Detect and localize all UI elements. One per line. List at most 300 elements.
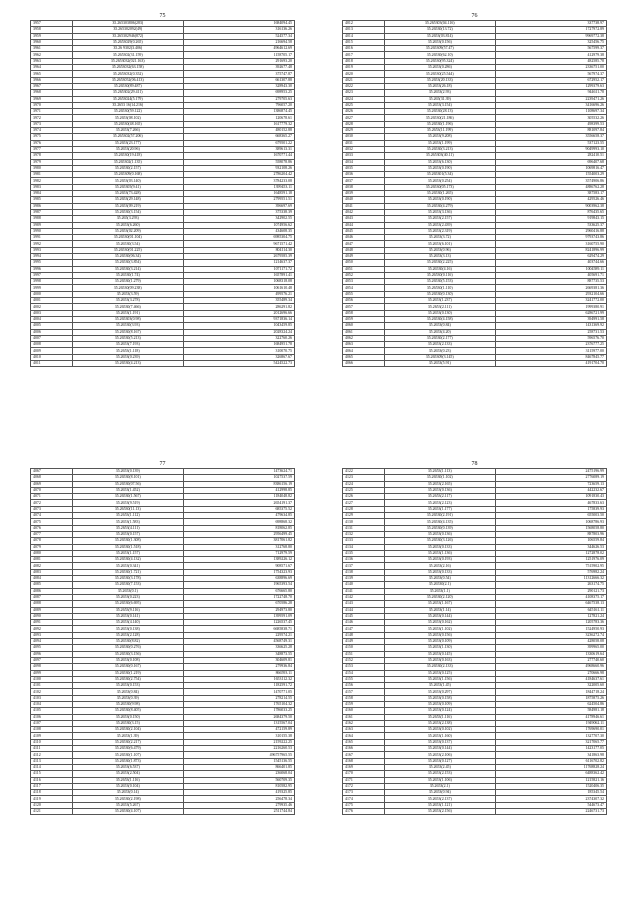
row-value: 876435.65 [495,209,606,215]
row-id: 4127 [343,500,385,506]
row-coordinate: 35.26530(1.279) [72,279,183,285]
row-id: 4149 [343,639,385,645]
row-id: 3958 [31,27,73,33]
row-coordinate: 35.26530(1.265) [384,191,495,197]
row-coordinate: 35.2653(0.130) [384,310,495,316]
row-value: 866401.85 [183,764,294,770]
row-coordinate: 35.2653(1.116) [72,777,183,783]
row-value: 2376777.25 [495,342,606,348]
row-coordinate: 35.26530(1.518) [72,544,183,550]
row-id: 4017 [343,52,385,58]
row-coordinate: 35.26530(8.167) [72,329,183,335]
row-value: 524577.34 [183,33,294,39]
row-id: 4067 [31,469,73,475]
row-coordinate: 35.26530(95.324) [384,58,495,64]
row-id: 4021 [343,77,385,83]
table-row [343,809,607,815]
row-value: 919843.15 [495,216,606,222]
row-value: 9671571.42 [183,241,294,247]
row-coordinate: 35.2653(6.537) [72,764,183,770]
row-coordinate: 35.26530(01.225) [72,247,183,253]
row-value: 286291.82 [183,304,294,310]
row-coordinate: 35.2653(1.136) [384,550,495,556]
row-value: 496757965.55 [183,752,294,758]
row-value: 120678.61 [183,115,294,121]
row-id: 4013 [343,27,385,33]
row-value: 9969772.38 [495,33,606,39]
row-coordinate: 35.2653(2.165) [384,481,495,487]
row-coordinate: 35.26530(2.225) [384,260,495,266]
row-coordinate: 35.26530(48.165) [72,121,183,127]
row-id: 4047 [343,241,385,247]
row-value: 1684094.45 [183,21,294,27]
row-value: 1205783.36 [495,620,606,626]
row-value: 387583.17 [495,191,606,197]
row-coordinate: 35.265302946(872) [72,33,183,39]
row-id: 4034 [343,159,385,165]
row-id: 4171 [343,777,385,783]
row-value: 1722748.70 [183,594,294,600]
row-id: 4172 [343,783,385,789]
row-value: 2159222.25 [183,739,294,745]
row-coordinate: 35.26530(2.133) [384,664,495,670]
row-value: 472159.89 [183,727,294,733]
row-id: 4102 [31,689,73,695]
row-id: 4131 [343,525,385,531]
row-id: 4170 [343,771,385,777]
row-coordinate: 35.2653(2.153) [384,771,495,777]
row-id: 4027 [343,115,385,121]
row-coordinate: 35.2653(3.136) [384,209,495,215]
row-id: 4065 [343,354,385,360]
row-id: 4072 [31,500,73,506]
row-value: 2932104.66 [495,291,606,297]
row-value: 5424522.73 [183,361,294,367]
row-id: 3973 [31,121,73,127]
row-id: 3985 [31,197,73,203]
row-id: 4166 [343,746,385,752]
row-value: 1069816.47 [495,165,606,171]
row-coordinate: 35.26530(06.34) [72,253,183,259]
row-value: 1470771.05 [183,689,294,695]
row-id: 4159 [343,701,385,707]
row-coordinate: 35.2653(0.162) [384,620,495,626]
row-id: 4059 [343,316,385,322]
row-value: 304609.81 [183,657,294,663]
row-coordinate: 35.26530(19.418) [72,153,183,159]
row-id: 3979 [31,159,73,165]
row-id: 4035 [343,165,385,171]
row-value: 344626.53 [495,544,606,550]
page-number: 76 [471,13,478,19]
row-id: 4145 [343,613,385,619]
row-id: 3972 [31,115,73,121]
row-id: 4105 [31,708,73,714]
row-id: 4061 [343,329,385,335]
row-value: 881097.84 [495,128,606,134]
row-coordinate: 35.2653(4.20) [384,329,495,335]
row-id: 3990 [31,228,73,234]
row-coordinate: 35.2653(1.237) [384,298,495,304]
row-value: 3241772.00 [495,298,606,304]
row-coordinate: 35.2653029(0.265) [72,39,183,45]
row-coordinate: 35.2653(0.138) [72,626,183,632]
row-id: 4129 [343,513,385,519]
row-id: 4024 [343,96,385,102]
row-id: 4032 [343,146,385,152]
row-coordinate: 35.2653(1.160) [384,733,495,739]
row-id: 3964 [31,65,73,71]
row-coordinate: 35.2653(0.127) [384,758,495,764]
row-value: 6488362.42 [495,771,606,777]
row-value: 1554003.29 [495,172,606,178]
row-value: 4191704.70 [495,361,606,367]
row-value: 1330619.64 [495,651,606,657]
row-id: 4114 [31,764,73,770]
row-id: 4134 [343,544,385,550]
row-value: 544673.47 [495,802,606,808]
row-id: 4031 [343,140,385,146]
row-value: 796057.20 [183,102,294,108]
row-coordinate: 35.2653(3.72) [384,235,495,241]
row-id: 3971 [31,109,73,115]
row-id: 4128 [343,506,385,512]
row-id: 4132 [343,531,385,537]
row-id: 4043 [343,216,385,222]
row-value: 291693.20 [183,58,294,64]
row-value: 1657891.41 [183,272,294,278]
row-id: 4136 [343,557,385,563]
row-coordinate: 35.2653(03.814) [384,33,495,39]
row-coordinate: 35.2653(1.452) [72,487,183,493]
row-id: 3998 [31,279,73,285]
row-id: 4164 [343,733,385,739]
row-coordinate: 35.2653(2.93) [384,90,495,96]
row-coordinate: 35.2653(0.125) [384,670,495,676]
row-value: 1226537.45 [183,620,294,626]
row-value: 278214.55 [183,695,294,701]
row-coordinate: 35.2653(1.102) [384,626,495,632]
row-id: 4150 [343,645,385,651]
row-value: 467833.63 [495,500,606,506]
row-value: 2028324.24 [183,329,294,335]
row-value: 3160755.90 [495,241,606,247]
row-value: 679501.22 [183,140,294,146]
row-coordinate: 35.2653(2.106) [384,752,495,758]
row-id: 4140 [343,582,385,588]
page-top-left [30,12,295,367]
row-id: 4117 [31,783,73,789]
row-value: 405691.71 [495,272,606,278]
row-coordinate: 35.2653(3.13) [384,253,495,259]
row-id: 4108 [31,727,73,733]
row-value: 6116702.82 [495,758,606,764]
row-value: 263174.75 [495,582,606,588]
row-id: 4115 [31,771,73,777]
row-coordinate: 35.2653(0.190) [384,197,495,203]
row-id: 4010 [31,354,73,360]
row-value: 4886762.28 [495,184,606,190]
row-coordinate: 35.2653(0.193) [384,557,495,563]
row-coordinate: 35.2653(9.208) [384,134,495,140]
row-value: 810582.95 [183,783,294,789]
row-coordinate: 35.2653(0.14) [72,790,183,796]
row-coordinate: 35.2653(1.199) [384,140,495,146]
row-coordinate: 35.2653(5.91) [384,361,495,367]
row-value: 389613.31 [183,146,294,152]
row-coordinate: 35.2653(1.167) [384,601,495,607]
row-id: 4000 [31,291,73,297]
row-coordinate: 35.26530(1.219) [72,670,183,676]
row-coordinate: 35.26530(2.198) [72,796,183,802]
row-id: 4099 [31,670,73,676]
row-coordinate: 35.2653(4.111) [72,525,183,531]
row-value: 2239471.26 [495,96,606,102]
row-value: 533625.37 [495,222,606,228]
row-value: 567599.37 [495,46,606,52]
row-value: 2511744.84 [183,809,294,815]
row-value: 537123.55 [495,140,606,146]
row-id: 3965 [31,71,73,77]
row-id: 4126 [343,494,385,500]
row-coordinate: 35.2653(0.144) [384,746,495,752]
table-row [31,809,295,815]
row-coordinate: 35.2653(03.140) [72,178,183,184]
row-id: 4029 [343,128,385,134]
row-id: 4096 [31,651,73,657]
row-value: 908571.67 [183,563,294,569]
row-id: 4081 [31,557,73,563]
row-id: 4005 [31,323,73,329]
row-id: 3969 [31,96,73,102]
row-id: 4079 [31,544,73,550]
row-coordinate: 35.2653(2.439) [384,222,495,228]
row-value: 1251976.09 [495,557,606,563]
row-coordinate: 35.2653(2.156) [384,809,495,815]
row-value: 1158705.17 [183,52,294,58]
row-coordinate: 35.26530(2.120) [384,594,495,600]
data-table [30,468,295,815]
row-id: 4174 [343,796,385,802]
row-value: 1423177.05 [495,746,606,752]
row-id: 4039 [343,191,385,197]
row-value: 322005.60 [495,683,606,689]
row-value: 1520406.35 [495,783,606,789]
row-id: 3983 [31,184,73,190]
row-id: 4022 [343,83,385,89]
row-coordinate: 35.26530(2.1) [384,582,495,588]
row-value: 216694.58 [183,39,294,45]
row-coordinate: 35.2653(0.145) [384,651,495,657]
row-value: 4964612.69 [183,46,294,52]
row-value: 672952.17 [495,77,606,83]
row-value: 2475196.99 [495,469,606,475]
row-id: 4056 [343,298,385,304]
row-id: 4084 [31,576,73,582]
row-coordinate: 35.2653(0.94) [384,790,495,796]
row-id: 4007 [31,335,73,341]
row-id: 4109 [31,733,73,739]
row-id: 4006 [31,329,73,335]
row-value: 1386874.45 [183,109,294,115]
row-coordinate: 35.2653(20.96) [72,146,183,152]
row-value: 11312666.32 [495,576,606,582]
row-id: 4154 [343,670,385,676]
row-value: 9003962.38 [495,203,606,209]
row-id: 4009 [31,348,73,354]
row-value: 1182591.72 [183,683,294,689]
row-id: 4113 [31,758,73,764]
row-id: 3989 [31,222,73,228]
row-id: 4014 [343,33,385,39]
row-id: 4118 [31,790,73,796]
row-value: 558078.86 [183,159,294,165]
row-value: 106559.84 [495,538,606,544]
row-id: 4135 [343,550,385,556]
row-value: 1727972.89 [495,27,606,33]
row-id: 4063 [343,342,385,348]
row-value: 279705.63 [183,96,294,102]
row-id: 4122 [343,469,385,475]
row-coordinate: 35.265303(04.116) [384,21,495,27]
row-value: 337738.97 [495,21,606,27]
row-coordinate: 35.26530(3.126) [384,538,495,544]
row-coordinate: 35.2653(1.121) [384,802,495,808]
row-value: 185345.54 [495,790,606,796]
row-value: 1071171.72 [183,266,294,272]
row-id: 4112 [31,752,73,758]
row-value: 2684379.50 [183,714,294,720]
row-value: 1214637.37 [183,260,294,266]
row-value: 328943.30 [183,83,294,89]
row-coordinate: 35.265303806(283) [72,21,183,27]
row-value: 818062.85 [183,525,294,531]
row-coordinate: 35.2653(0.286) [384,65,495,71]
row-value: 661307.88 [183,77,294,83]
row-value: 4184637.61 [495,676,606,682]
row-value: 1091830.43 [495,494,606,500]
row-value: 2216260.53 [183,746,294,752]
row-id: 4046 [343,235,385,241]
row-value: 932108.26 [183,165,294,171]
row-coordinate: 35.26530(01.104) [72,235,183,241]
row-coordinate: 35.26530(7.466) [72,304,183,310]
row-id: 3981 [31,172,73,178]
row-value: 2799551.51 [183,197,294,203]
row-id: 4103 [31,695,73,701]
row-value: 1617779.32 [183,121,294,127]
row-id: 4092 [31,626,73,632]
row-id: 3980 [31,165,73,171]
row-value: 9049993.10 [495,146,606,152]
row-id: 4176 [343,809,385,815]
row-coordinate: 35.26530(4.132) [72,557,183,563]
row-value: 6467538.13 [495,601,606,607]
row-value: 428058.08 [495,639,606,645]
row-coordinate: 35.26530(0.276) [72,645,183,651]
page-number: 78 [471,461,478,467]
row-coordinate: 35.265302(31.159) [72,52,183,58]
row-value: 1999380.91 [495,304,606,310]
row-id: 4015 [343,39,385,45]
row-coordinate: 35.2653(29.148) [72,197,183,203]
row-coordinate: 35.26530(2.217) [72,739,183,745]
row-value: 1545136.55 [183,758,294,764]
row-value: 326867.67 [183,354,294,360]
row-id: 4146 [343,620,385,626]
page-bottom-right [342,460,607,815]
row-id: 3993 [31,247,73,253]
row-id: 4155 [343,676,385,682]
page-bottom-left [30,460,295,815]
row-value: 294973.80 [183,607,294,613]
row-id: 4089 [31,607,73,613]
row-value: 11768828.24 [495,764,606,770]
row-value: 3556658.37 [495,134,606,140]
row-coordinate: 35.2653032(021.163) [72,58,183,64]
row-coordinate: 35.26530(4.135) [384,519,495,525]
row-id: 4020 [343,71,385,77]
row-coordinate: 35.2653032(63.158) [72,65,183,71]
row-coordinate: 35.2653(2.117) [384,494,495,500]
row-id: 4011 [31,361,73,367]
row-id: 4160 [343,708,385,714]
row-value: 576982.24 [495,569,606,575]
row-coordinate: 35.26530(4.213) [72,361,183,367]
data-table [342,468,607,815]
row-value: 1068786.93 [495,519,606,525]
row-coordinate: 35.2653(9.519) [72,500,183,506]
row-coordinate: 35.26530(7.153) [72,582,183,588]
row-id: 4068 [31,475,73,481]
row-coordinate: 35.265302(29.411) [72,90,183,96]
row-value: 670586.28 [183,601,294,607]
row-id: 4051 [343,266,385,272]
row-value: 1184048.82 [183,494,294,500]
row-value: 638896.69 [183,576,294,582]
row-value: 2776089.19 [495,475,606,481]
row-id: 4069 [31,481,73,487]
row-coordinate: 35.2653(0.23) [384,348,495,354]
row-id: 4080 [31,550,73,556]
row-value: 655003.50 [495,513,606,519]
row-value: 560709.35 [183,777,294,783]
row-id: 4058 [343,310,385,316]
row-id: 4054 [343,285,385,291]
row-id: 4125 [343,487,385,493]
row-id: 4158 [343,695,385,701]
row-id: 4077 [31,531,73,537]
row-value: 310070.75 [183,348,294,354]
row-id: 4060 [343,323,385,329]
row-id: 3987 [31,209,73,215]
row-value: 567974.37 [495,71,606,77]
row-value: 2960416.88 [495,228,606,234]
row-coordinate: 35.2653(0.341) [72,563,183,569]
row-id: 4018 [343,58,385,64]
row-id: 4066 [343,361,385,367]
row-coordinate: 35.2653(1.583) [72,519,183,525]
row-coordinate: 35.26530(1.196) [384,121,495,127]
row-coordinate: 35.2653(2.16) [384,563,495,569]
row-value: 322760.26 [183,335,294,341]
row-id: 3997 [31,272,73,278]
row-id: 4173 [343,790,385,796]
row-coordinate: 35.2653(0.133) [384,544,495,550]
row-id: 3994 [31,253,73,259]
row-id: 4130 [343,519,385,525]
row-coordinate: 35.265303(40.11) [384,153,495,159]
